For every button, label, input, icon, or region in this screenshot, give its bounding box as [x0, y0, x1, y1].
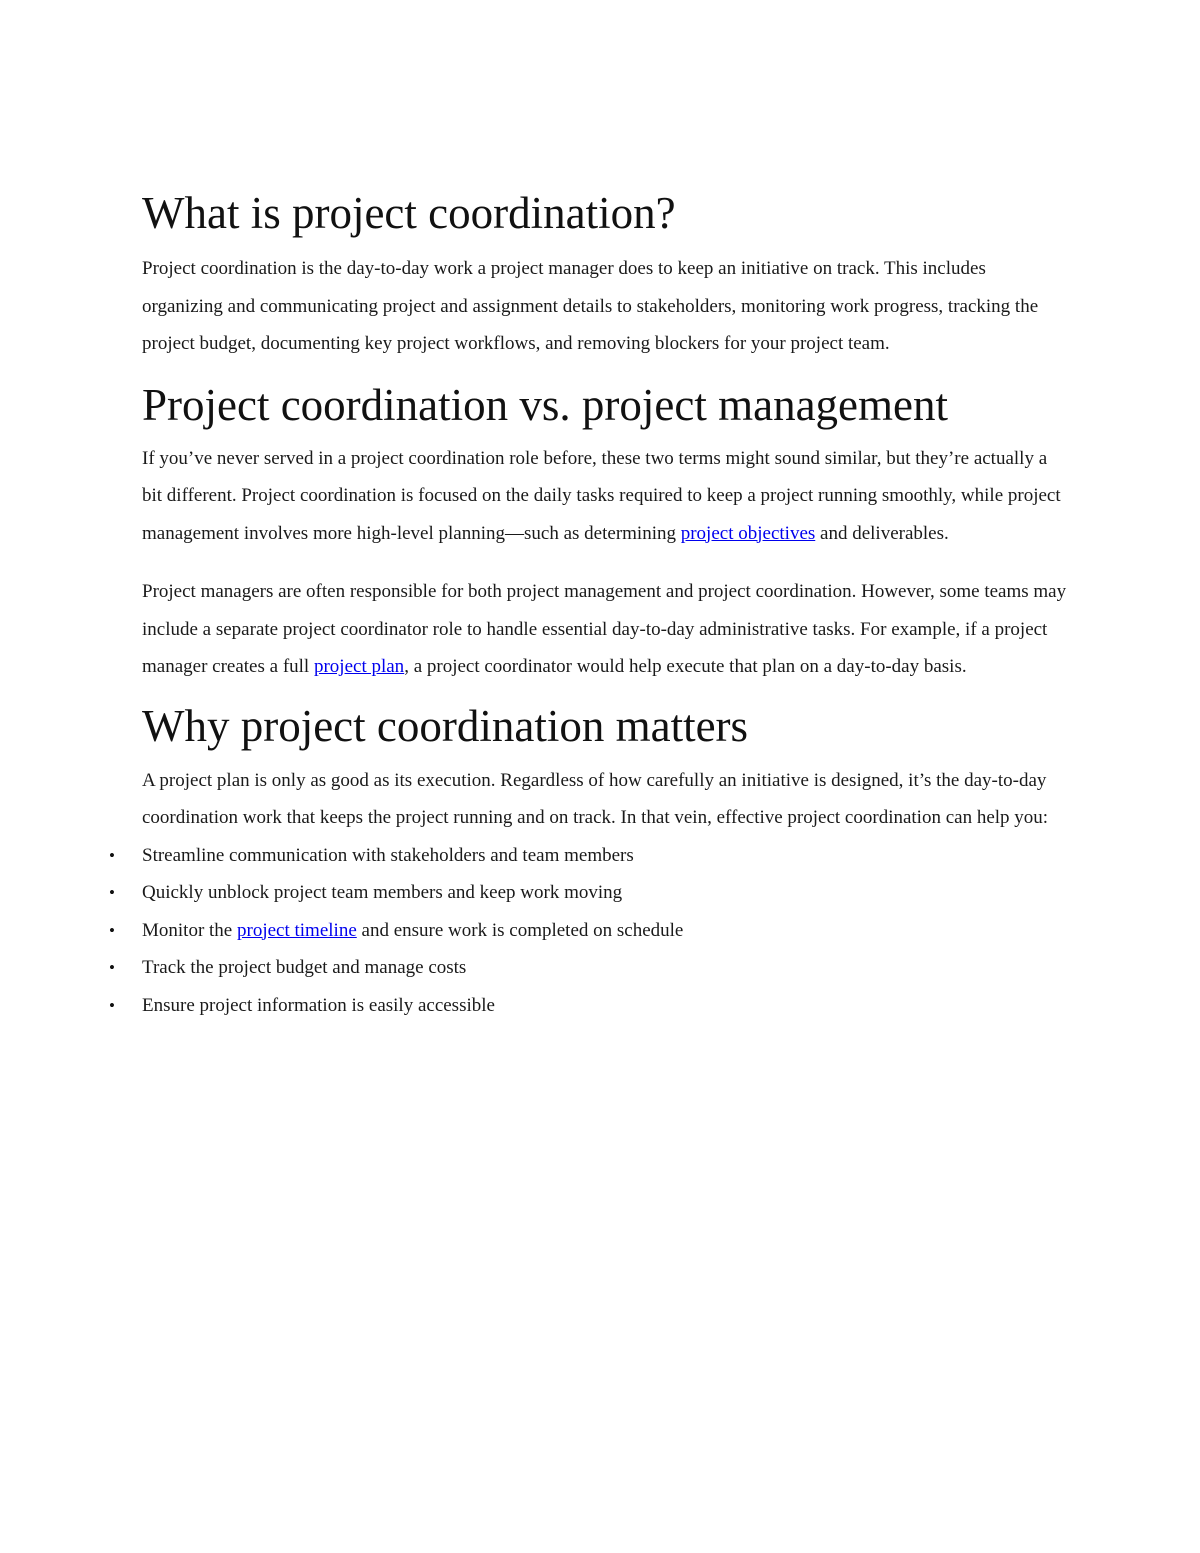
project-plan-link[interactable]: project plan: [313, 656, 405, 677]
list-item-text: Track the project budget and manage costs: [142, 957, 467, 978]
heading-why-coordination-matters: Why project coordination matters: [142, 700, 749, 751]
bullet-icon: •: [109, 883, 115, 902]
heading-coordination-vs-management: Project coordination vs. project management: [142, 379, 949, 430]
paragraph-roles: [142, 573, 1067, 686]
paragraph-execution: A project plan is only as good as its execution. Regardless of how carefully an initiative is designed, it’s the day-to-day coordination work that keeps the project running and on track. In that vein, effective project coordination can help you:: [142, 769, 1049, 828]
paragraph-difference: [142, 440, 1067, 553]
list-item: [109, 987, 1067, 1025]
paragraph-text: , a project coordinator would help execute that plan on a day-to-day basis.: [404, 656, 967, 677]
bullet-icon: •: [109, 995, 115, 1015]
list-item-text: and ensure work is completed on schedule: [356, 919, 684, 941]
paragraph-text: If you’ve never served in a project coordination role before, these two terms might sound similar, but they’re actually a bit different. Project coordination is focused on the daily tasks required to keep a project running smoothly, while project management involves more high-level planning—such as determining: [142, 447, 1061, 544]
list-item-text: Ensure project information is easily accessible: [142, 994, 495, 1016]
bullet-icon: •: [109, 845, 115, 865]
paragraph-definition: Project coordination is the day-to-day work a project manager does to keep an initiative on track. This includes organizing and communicating project and assignment details to stakeholders, monitoring work progress, tracking the project budget, documenting key project workflows, and removing blockers for your project team.: [142, 258, 1039, 354]
project-timeline-link[interactable]: project timeline: [237, 919, 357, 941]
list-item-text: Monitor the: [142, 919, 237, 941]
project-objectives-link[interactable]: project objectives: [680, 522, 816, 544]
bullet-icon: •: [109, 958, 115, 977]
heading-what-is-project-coordination: What is project coordination?: [142, 188, 676, 238]
list-item: [109, 874, 1067, 912]
list-item: [109, 837, 1067, 875]
paragraph-text: Project managers are often responsible for both project management and project coordination. However, some teams may include a separate project coordinator role to handle essential day-to-day administrative tasks. For example, if a project manager creates a full: [142, 581, 1067, 677]
list-item: [109, 949, 1067, 987]
paragraph-text: and deliverables.: [815, 522, 949, 544]
list-item: [109, 912, 1067, 950]
document-body: [109, 185, 1067, 1024]
bullet-icon: •: [109, 920, 115, 940]
benefits-list: [109, 837, 1067, 1025]
list-item-text: Quickly unblock project team members and keep work moving: [142, 882, 623, 903]
list-item-text: Streamline communication with stakeholders and team members: [142, 844, 634, 866]
